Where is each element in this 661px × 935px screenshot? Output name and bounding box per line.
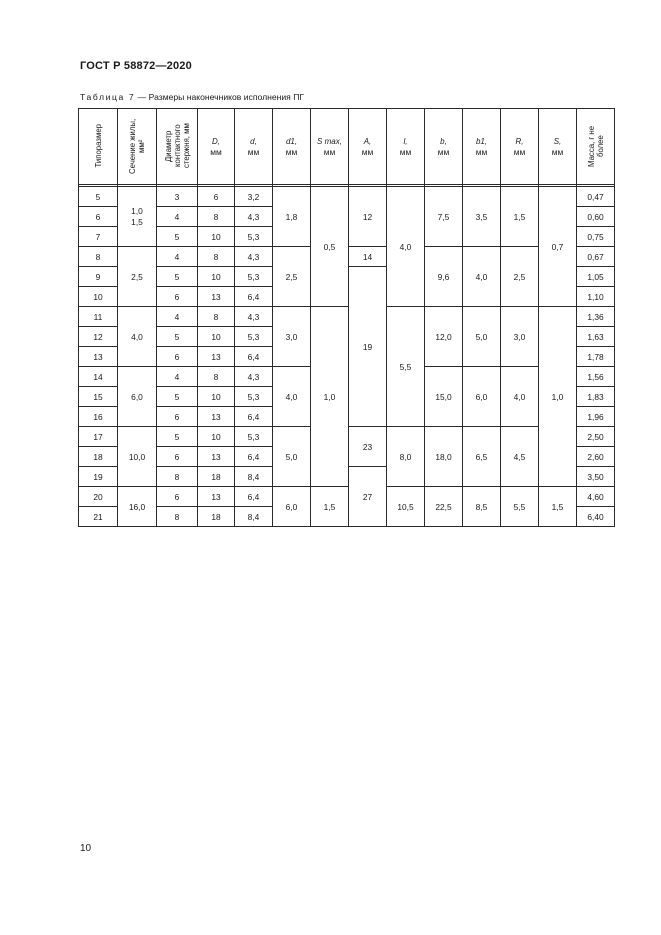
type-size-cell: 21 bbox=[79, 507, 118, 527]
D-cell: 13 bbox=[198, 487, 235, 507]
mass-cell: 0,47 bbox=[577, 187, 615, 207]
D-cell: 13 bbox=[198, 407, 235, 427]
D-cell: 8 bbox=[198, 307, 235, 327]
header-d1-unit: мм bbox=[285, 147, 298, 157]
rod-diameter-cell: 4 bbox=[157, 207, 198, 227]
mass-cell: 0,60 bbox=[577, 207, 615, 227]
D-cell: 10 bbox=[198, 267, 235, 287]
mass-cell: 1,56 bbox=[577, 367, 615, 387]
b1-cell: 4,0 bbox=[463, 247, 501, 307]
mass-cell: 1,96 bbox=[577, 407, 615, 427]
type-size-cell: 20 bbox=[79, 487, 118, 507]
header-b1-label: b1, bbox=[475, 137, 488, 146]
table-caption bbox=[80, 92, 304, 102]
D-cell: 8 bbox=[198, 207, 235, 227]
R-cell: 1,5 bbox=[501, 187, 539, 247]
b-cell: 12,0 bbox=[425, 307, 463, 367]
b1-cell: 5,0 bbox=[463, 307, 501, 367]
header-l-unit: мм bbox=[399, 147, 412, 157]
D-cell: 18 bbox=[198, 467, 235, 487]
R-cell: 2,5 bbox=[501, 247, 539, 307]
header-b-label: b, bbox=[440, 137, 447, 146]
mass-cell: 1,36 bbox=[577, 307, 615, 327]
header-D bbox=[198, 109, 235, 185]
type-size-cell: 14 bbox=[79, 367, 118, 387]
header-smax-label: S max, bbox=[317, 137, 342, 146]
header-d-unit: мм bbox=[247, 147, 260, 157]
mass-cell: 4,60 bbox=[577, 487, 615, 507]
A-cell: 12 bbox=[349, 187, 387, 247]
header-R-label: R, bbox=[515, 137, 524, 146]
D-cell: 6 bbox=[198, 187, 235, 207]
header-row bbox=[79, 109, 615, 185]
b1-cell: 8,5 bbox=[463, 487, 501, 527]
type-size-cell: 11 bbox=[79, 307, 118, 327]
rod-diameter-cell: 6 bbox=[157, 487, 198, 507]
type-size-cell: 17 bbox=[79, 427, 118, 447]
type-size-cell: 16 bbox=[79, 407, 118, 427]
header-d bbox=[235, 109, 273, 185]
d1-cell: 2,5 bbox=[273, 247, 311, 307]
type-size-cell: 12 bbox=[79, 327, 118, 347]
A-cell: 19 bbox=[349, 267, 387, 427]
R-cell: 3,0 bbox=[501, 307, 539, 367]
D-cell: 8 bbox=[198, 367, 235, 387]
d-cell: 5,3 bbox=[235, 327, 273, 347]
rod-diameter-cell: 5 bbox=[157, 267, 198, 287]
section-cell: 6,0 bbox=[118, 367, 157, 427]
d-cell: 4,3 bbox=[235, 247, 273, 267]
table-caption-number: Таблица 7 bbox=[80, 92, 136, 102]
rod-diameter-cell: 6 bbox=[157, 407, 198, 427]
smax-cell: 1,0 bbox=[311, 307, 349, 487]
mass-cell: 1,63 bbox=[577, 327, 615, 347]
header-A-label: A, bbox=[363, 137, 372, 146]
header-b1-unit: мм bbox=[475, 147, 488, 157]
header-R bbox=[501, 109, 539, 185]
header-section-label: Сечение жилы, мм² bbox=[128, 117, 146, 174]
l-cell: 8,0 bbox=[387, 427, 425, 487]
type-size-cell: 15 bbox=[79, 387, 118, 407]
header-d-label: d, bbox=[250, 137, 257, 146]
type-size-cell: 10 bbox=[79, 287, 118, 307]
b-cell: 7,5 bbox=[425, 187, 463, 247]
d-cell: 4,3 bbox=[235, 307, 273, 327]
type-size-cell: 8 bbox=[79, 247, 118, 267]
d1-cell: 4,0 bbox=[273, 367, 311, 427]
mass-cell: 1,10 bbox=[577, 287, 615, 307]
header-section bbox=[118, 109, 157, 185]
header-smax-unit: мм bbox=[323, 147, 336, 157]
l-cell: 4,0 bbox=[387, 187, 425, 307]
section-cell: 2,5 bbox=[118, 247, 157, 307]
type-size-cell: 5 bbox=[79, 187, 118, 207]
table-row bbox=[79, 187, 615, 207]
header-b bbox=[425, 109, 463, 185]
dimensions-table bbox=[78, 108, 615, 527]
mass-cell: 3,50 bbox=[577, 467, 615, 487]
header-l bbox=[387, 109, 425, 185]
type-size-cell: 13 bbox=[79, 347, 118, 367]
d-cell: 6,4 bbox=[235, 407, 273, 427]
rod-diameter-cell: 4 bbox=[157, 307, 198, 327]
header-type-size-label: Типоразмер bbox=[93, 123, 103, 168]
mass-cell: 1,05 bbox=[577, 267, 615, 287]
rod-diameter-cell: 6 bbox=[157, 447, 198, 467]
d-cell: 6,4 bbox=[235, 447, 273, 467]
type-size-cell: 19 bbox=[79, 467, 118, 487]
header-R-unit: мм bbox=[513, 147, 526, 157]
A-cell: 23 bbox=[349, 427, 387, 467]
document-title: ГОСТ Р 58872—2020 bbox=[80, 60, 192, 72]
type-size-cell: 9 bbox=[79, 267, 118, 287]
S-cell: 1,0 bbox=[539, 307, 577, 487]
mass-cell: 6,40 bbox=[577, 507, 615, 527]
rod-diameter-cell: 5 bbox=[157, 227, 198, 247]
header-b1 bbox=[463, 109, 501, 185]
D-cell: 13 bbox=[198, 287, 235, 307]
mass-cell: 0,75 bbox=[577, 227, 615, 247]
header-rod-diameter bbox=[157, 109, 198, 185]
b1-cell: 3,5 bbox=[463, 187, 501, 247]
smax-cell: 0,5 bbox=[311, 187, 349, 307]
header-l-label: l, bbox=[403, 137, 408, 146]
D-cell: 18 bbox=[198, 507, 235, 527]
d-cell: 5,3 bbox=[235, 267, 273, 287]
rod-diameter-cell: 6 bbox=[157, 287, 198, 307]
header-S-label: S, bbox=[553, 137, 562, 146]
header-smax bbox=[311, 109, 349, 185]
b-cell: 9,6 bbox=[425, 247, 463, 307]
d-cell: 5,3 bbox=[235, 227, 273, 247]
D-cell: 10 bbox=[198, 387, 235, 407]
b1-cell: 6,5 bbox=[463, 427, 501, 487]
S-cell: 1,5 bbox=[539, 487, 577, 527]
mass-cell: 0,67 bbox=[577, 247, 615, 267]
d-cell: 8,4 bbox=[235, 467, 273, 487]
d1-cell: 3,0 bbox=[273, 307, 311, 367]
S-cell: 0,7 bbox=[539, 187, 577, 307]
rod-diameter-cell: 8 bbox=[157, 507, 198, 527]
D-cell: 8 bbox=[198, 247, 235, 267]
d1-cell: 5,0 bbox=[273, 427, 311, 487]
header-S-unit: мм bbox=[551, 147, 564, 157]
header-A bbox=[349, 109, 387, 185]
mass-cell: 2,50 bbox=[577, 427, 615, 447]
R-cell: 5,5 bbox=[501, 487, 539, 527]
rod-diameter-cell: 6 bbox=[157, 347, 198, 367]
d-cell: 5,3 bbox=[235, 387, 273, 407]
rod-diameter-cell: 4 bbox=[157, 247, 198, 267]
table-row bbox=[79, 487, 615, 507]
rod-diameter-cell: 5 bbox=[157, 387, 198, 407]
rod-diameter-cell: 5 bbox=[157, 427, 198, 447]
header-S bbox=[539, 109, 577, 185]
d-cell: 5,3 bbox=[235, 427, 273, 447]
table-row bbox=[79, 307, 615, 327]
D-cell: 13 bbox=[198, 447, 235, 467]
d1-cell: 6,0 bbox=[273, 487, 311, 527]
A-cell: 27 bbox=[349, 467, 387, 527]
D-cell: 10 bbox=[198, 327, 235, 347]
d-cell: 3,2 bbox=[235, 187, 273, 207]
d-cell: 6,4 bbox=[235, 347, 273, 367]
R-cell: 4,5 bbox=[501, 427, 539, 487]
header-type-size bbox=[79, 109, 118, 185]
b-cell: 15,0 bbox=[425, 367, 463, 427]
header-d1-label: d1, bbox=[285, 137, 298, 146]
section-cell: 16,0 bbox=[118, 487, 157, 527]
R-cell: 4,0 bbox=[501, 367, 539, 427]
header-b-unit: мм bbox=[437, 147, 450, 157]
header-mass-label: Масса, г не более bbox=[586, 124, 605, 167]
type-size-cell: 7 bbox=[79, 227, 118, 247]
mass-cell: 2,60 bbox=[577, 447, 615, 467]
D-cell: 10 bbox=[198, 427, 235, 447]
rod-diameter-cell: 5 bbox=[157, 327, 198, 347]
d1-cell: 1,8 bbox=[273, 187, 311, 247]
page-number: 10 bbox=[80, 843, 92, 854]
rod-diameter-cell: 8 bbox=[157, 467, 198, 487]
l-cell: 10,5 bbox=[387, 487, 425, 527]
d-cell: 6,4 bbox=[235, 287, 273, 307]
d-cell: 4,3 bbox=[235, 207, 273, 227]
header-mass bbox=[577, 109, 615, 185]
d-cell: 4,3 bbox=[235, 367, 273, 387]
b1-cell: 6,0 bbox=[463, 367, 501, 427]
mass-cell: 1,83 bbox=[577, 387, 615, 407]
header-rod-diameter-label: Диаметр контактного стержня, мм bbox=[163, 123, 191, 168]
D-cell: 10 bbox=[198, 227, 235, 247]
section-cell: 1,0 1,5 bbox=[118, 187, 157, 247]
section-cell: 4,0 bbox=[118, 307, 157, 367]
header-A-unit: мм bbox=[361, 147, 374, 157]
header-D-unit: мм bbox=[210, 147, 222, 157]
D-cell: 13 bbox=[198, 347, 235, 367]
d-cell: 6,4 bbox=[235, 487, 273, 507]
l-cell: 5,5 bbox=[387, 307, 425, 427]
type-size-cell: 18 bbox=[79, 447, 118, 467]
d-cell: 8,4 bbox=[235, 507, 273, 527]
b-cell: 22,5 bbox=[425, 487, 463, 527]
type-size-cell: 6 bbox=[79, 207, 118, 227]
header-d1 bbox=[273, 109, 311, 185]
header-D-label: D, bbox=[212, 137, 220, 146]
A-cell: 14 bbox=[349, 247, 387, 267]
table-caption-text: — Размеры наконечников исполнения ПГ bbox=[135, 92, 305, 102]
mass-cell: 1,78 bbox=[577, 347, 615, 367]
smax-cell: 1,5 bbox=[311, 487, 349, 527]
rod-diameter-cell: 3 bbox=[157, 187, 198, 207]
section-cell: 10,0 bbox=[118, 427, 157, 487]
b-cell: 18,0 bbox=[425, 427, 463, 487]
rod-diameter-cell: 4 bbox=[157, 367, 198, 387]
